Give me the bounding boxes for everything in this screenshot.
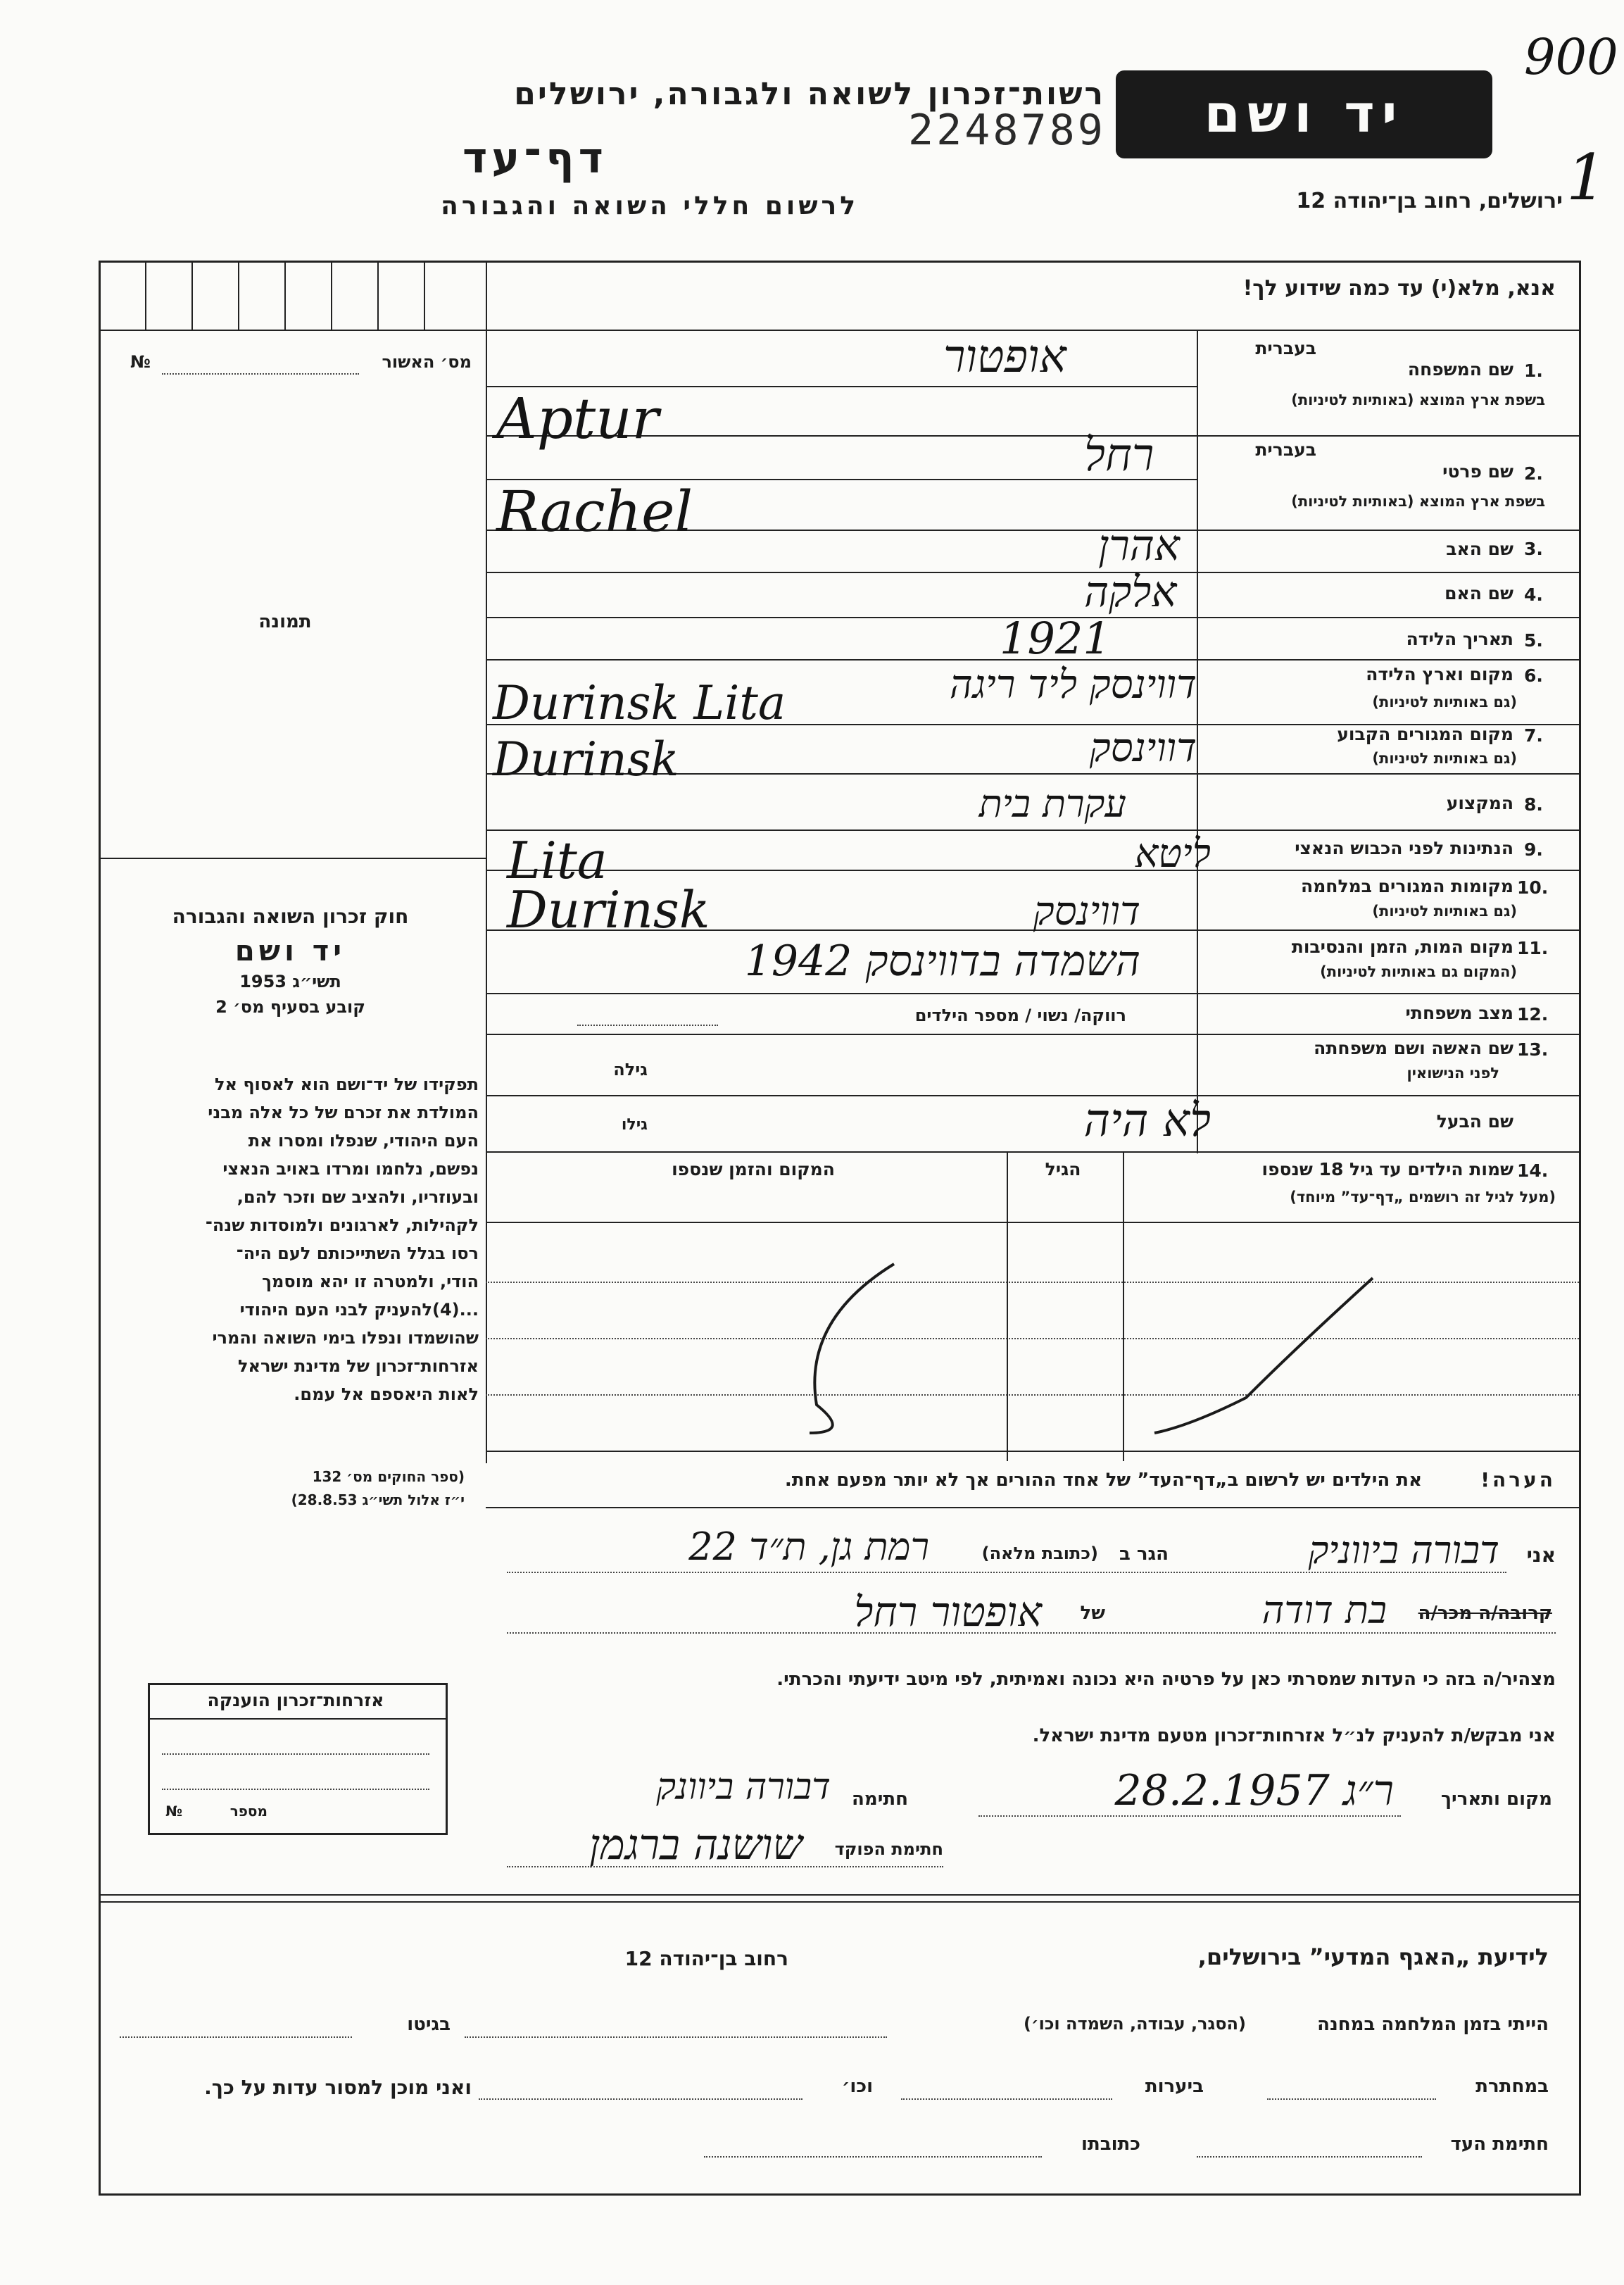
law-block xyxy=(106,905,475,1017)
decl-signature-label: חתימה xyxy=(852,1789,908,1810)
law-ref-1: (ספר החוקים מס׳ 132 xyxy=(312,1468,465,1485)
citizenship-number-label: מספר xyxy=(229,1803,267,1820)
field-10-label: מקומות המגורים במלחמה xyxy=(1301,876,1513,896)
citizenship-title: אזרחות־זכרון הוענקה xyxy=(207,1690,384,1710)
field-13-sub: לפני הנישואין xyxy=(1406,1065,1499,1082)
footer-line1-a: הייתי בזמן המלחמה במחנה xyxy=(1317,2014,1549,2035)
field-9-num: 9. xyxy=(1524,839,1543,860)
corner-annotation: 900 xyxy=(1524,28,1618,86)
field-11-sub: (המקום גם באותיות לטיניות) xyxy=(1320,963,1517,980)
law-line: הודי, ולמטרה זו יהא מוסמך xyxy=(262,1272,479,1291)
husband-value: לא היה xyxy=(1083,1095,1211,1147)
field-5-label: תאריך הלידה xyxy=(1406,629,1513,649)
law-name: יד ושם xyxy=(234,935,346,968)
law-ref-2: י״ז אלול תשי״ג 28.8.53) xyxy=(291,1491,465,1508)
institution-name: רשות־זכרון לשואה ולגבורה, ירושלים xyxy=(514,76,1105,112)
field-8-value: עקרת בית xyxy=(978,782,1126,826)
field-5-num: 5. xyxy=(1524,630,1543,651)
field-9-value: ליטא xyxy=(1134,831,1211,877)
photo-label: תמונה xyxy=(258,611,312,632)
field-7-value: דווינסק xyxy=(1089,725,1197,771)
decl-statement: מצהיר/ה בזה כי העדות שמסרתי כאן על פרטיה היא נכונה ואמיתית, לפי מיטב ידיעתי והכרתי. xyxy=(776,1669,1556,1690)
field-6-value: דווינסק ליד ריגה xyxy=(949,662,1197,708)
field-5-value: 1921 xyxy=(1000,613,1111,664)
field-11-value: השמדה בדווינסק 1942 xyxy=(744,937,1140,986)
field-10-value-latin: Durinsk xyxy=(507,880,710,939)
field-2-lang: בעברית xyxy=(1255,439,1316,460)
field-4-num: 4. xyxy=(1524,584,1543,605)
approval-no: № xyxy=(130,352,151,372)
field-3-value: אהרן xyxy=(1098,521,1180,570)
serial-number: 2248789 xyxy=(908,106,1106,155)
field-3-num: 3. xyxy=(1524,539,1543,559)
law-year: תשי״ג 1953 xyxy=(239,972,341,991)
field-10-value: דווינסק xyxy=(1033,889,1140,934)
field-1-sub: בשפת ארץ המוצא (באותיות לטיניות) xyxy=(1291,392,1545,408)
field-11-label: מקום המות, הזמן והנסיבות xyxy=(1291,937,1513,957)
field-1-lang: בעברית xyxy=(1255,338,1316,358)
field-7-num: 7. xyxy=(1524,725,1543,746)
law-line: רסו בגלל השתייכותם לעם היה־ xyxy=(236,1244,479,1263)
field-12-num: 12. xyxy=(1517,1004,1549,1025)
field-2-value-latin: Rachel xyxy=(496,479,693,544)
age-header: הגיל xyxy=(1045,1159,1081,1179)
law-line: לאות היאספם אל עמם. xyxy=(294,1384,479,1404)
law-line: ...(4)להעניק לבני העם היהודי xyxy=(239,1300,479,1320)
place-header: המקום והזמן שנספו xyxy=(672,1159,835,1179)
footer-line3-a: חתימת העד xyxy=(1450,2134,1549,2155)
footer-line2-c: וכו׳ xyxy=(841,2076,873,2097)
field-9-value-latin: Lita xyxy=(507,831,608,890)
yad-vashem-logo xyxy=(1116,70,1492,158)
husband-label: שם הבעל xyxy=(1436,1111,1513,1132)
footer-line2-a: במחתרת xyxy=(1475,2076,1549,2097)
decl-declarant: דבורה ביווניק xyxy=(1308,1528,1499,1572)
field-11-num: 11. xyxy=(1517,938,1549,958)
field-1-value-latin: Aptur xyxy=(496,386,659,451)
decl-relation-label: קרובה/ה מכר/ה xyxy=(1418,1603,1552,1624)
children-sub: (מעל לגיל זה רושמים „דף־עד” מיוחד) xyxy=(1290,1189,1556,1206)
crossout-stroke-right xyxy=(1154,1278,1373,1433)
law-line: שהושמדו ונפלו בימי השואה והמרי xyxy=(212,1328,479,1348)
field-1-num: 1. xyxy=(1524,361,1543,381)
form-prompt: אנא, מלא(י) עד כמה שידוע לך! xyxy=(1242,276,1556,301)
note-label: הערה! xyxy=(1480,1468,1556,1491)
field-10-sub: (גם באותיות לטיניות) xyxy=(1372,903,1517,920)
decl-of-label: של xyxy=(1080,1603,1105,1624)
law-text xyxy=(106,1070,479,1408)
field-7-value-latin: Durinsk xyxy=(493,732,679,787)
decl-officer-signature: שושנה ברגמן xyxy=(588,1820,802,1870)
field-2-label: שם פרטי xyxy=(1442,461,1513,482)
children-crossout xyxy=(486,1222,1579,1451)
law-title: חוק זכרון השואה והגבורה xyxy=(172,905,409,928)
field-12-value: רווקה/ נשוי / מספר הילדים xyxy=(914,1006,1126,1025)
field-3-label: שם האב xyxy=(1446,539,1513,559)
field-1-label: שם המשפחה xyxy=(1407,359,1513,380)
decl-i-label: אני xyxy=(1526,1544,1556,1567)
field-6-sub: (גם באותיות לטיניות) xyxy=(1372,694,1517,710)
field-13-num: 13. xyxy=(1517,1039,1549,1060)
field-12-label: מצב משפחתי xyxy=(1405,1003,1513,1023)
form-title: דף־עד xyxy=(462,134,608,183)
law-line: העם היהודי, שנפלו ומסרו את xyxy=(248,1131,479,1151)
law-line: ובעוזריו, ולהציב שם וזכר להם, xyxy=(237,1187,479,1207)
logo-text: יד ושם xyxy=(1204,84,1404,144)
note-text: את הילדים יש לרשום ב„דף־העד” של אחד ההורים אך לא יותר מפעם אחת. xyxy=(784,1470,1422,1491)
children-label: שמות הילדים עד גיל 18 שנספו xyxy=(1261,1159,1513,1179)
decl-relation-value: בת דודה xyxy=(1261,1588,1387,1632)
footer-line3-b: כתובתו xyxy=(1081,2134,1140,2155)
footer-line1-c: בגיטו xyxy=(407,2014,451,2035)
decl-officer-label: חתימת הפוקד xyxy=(834,1839,943,1859)
field-14-num: 14. xyxy=(1517,1160,1549,1181)
field-4-value: אלקה xyxy=(1084,568,1177,617)
field-1-value: אופטור xyxy=(943,331,1066,383)
decl-signature: דבורה ביוונק xyxy=(656,1766,831,1808)
header-address: ירושלים, רחוב בן־יהודה 12 xyxy=(1296,189,1563,213)
corner-annotation-number: 1 xyxy=(1566,141,1607,215)
age-label-1: גילה xyxy=(613,1060,648,1079)
citizenship-no: № xyxy=(165,1803,183,1820)
field-2-value: רחל xyxy=(1084,430,1154,482)
law-section: קובע בסעיף מס׳ 2 xyxy=(215,997,365,1017)
footer-line1-b: (הסגר, עבודה, השמדה וכו׳) xyxy=(1023,2014,1246,2034)
decl-of-value: אופטור רחל xyxy=(854,1588,1042,1636)
field-8-label: המקצוע xyxy=(1446,793,1513,813)
law-line: אזרחות־זכרון של מדינת ישראל xyxy=(237,1356,479,1376)
field-7-label: מקום המגורים הקבוע xyxy=(1337,724,1513,744)
field-7-sub: (גם באותיות לטיניות) xyxy=(1372,750,1517,767)
decl-place-date-value: ר״ג 28.2.1957 xyxy=(1114,1766,1394,1815)
field-8-num: 8. xyxy=(1524,794,1543,815)
law-line: תפקידו של יד־ושם הוא לאסוף אל xyxy=(215,1075,479,1094)
field-4-label: שם האם xyxy=(1444,583,1513,603)
footer-title: לידיעת „האגף המדעי” בירושלים, xyxy=(1197,1943,1549,1970)
field-9-label: הנתינות לפני הכבוש הנאצי xyxy=(1295,838,1513,858)
field-10-num: 10. xyxy=(1517,877,1549,898)
decl-address-label: (כתובת מלאה) xyxy=(981,1544,1098,1563)
form-subtitle: לרשום חללי השואה והגבורה xyxy=(441,192,859,220)
footer-address: רחוב בן־יהודה 12 xyxy=(624,1947,788,1970)
decl-place-date-label: מקום ותאריך xyxy=(1441,1789,1552,1810)
footer-line2-b: ביערות xyxy=(1145,2076,1204,2097)
field-2-sub: בשפת ארץ המוצא (באותיות לטיניות) xyxy=(1291,493,1545,510)
field-6-value-latin: Durinsk Lita xyxy=(493,676,786,730)
law-line: נפשם, נלחמו ומרדו באויב הנאצי xyxy=(222,1159,479,1179)
field-13-label: שם האשה ושם משפחתה xyxy=(1314,1038,1513,1058)
field-2-num: 2. xyxy=(1524,463,1543,484)
law-line: המולדת את זכרם של כל אלה מבני xyxy=(208,1103,479,1122)
field-6-num: 6. xyxy=(1524,665,1543,686)
decl-request: אני מבקש/ת להעניק לנ״ל אזרחות־זכרון מטעם מדינת ישראל. xyxy=(1032,1725,1556,1746)
field-6-label: מקום וארץ הלידה xyxy=(1366,664,1513,684)
crossout-stroke-left xyxy=(810,1264,894,1433)
age-label-2: גילו xyxy=(621,1116,648,1134)
footer-line2-d: ואני מוכן למסור עדות על כך. xyxy=(204,2076,472,2099)
law-line: לקהילות, לארגונים ולמוסדות שנה־ xyxy=(205,1215,479,1235)
approval-label: מס׳ האשור xyxy=(382,352,472,372)
decl-address-value: רמת גן, ת״ד 22 xyxy=(688,1525,929,1569)
decl-lives-label: הגר ב xyxy=(1119,1544,1169,1565)
